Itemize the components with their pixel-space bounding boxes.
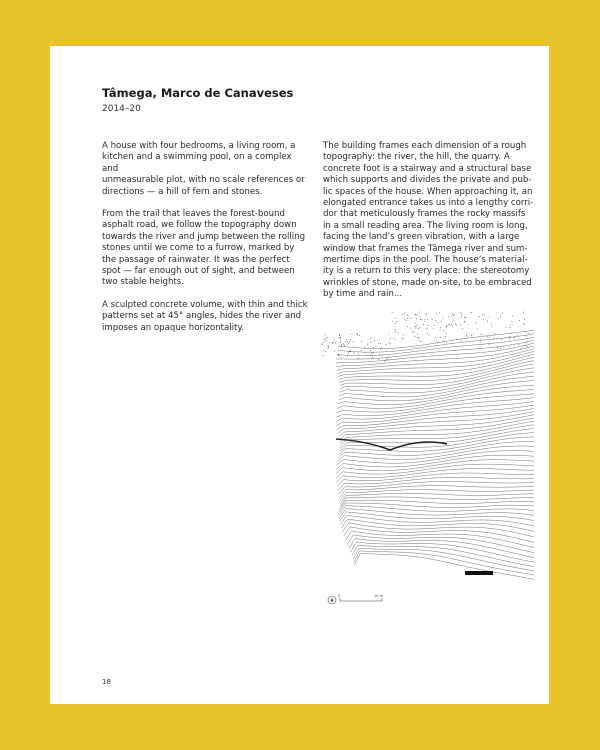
vegetation-dot [340,341,341,342]
vegetation-dot [466,335,467,336]
contour-line [340,509,535,518]
paragraph: A house with four bedrooms, a living room, a kitchen and a swimming pool, on a complex and unmeasurable plot, with no scale references or directions — a hill of fern and stones. [102,141,305,197]
vegetation-dot [344,345,345,346]
vegetation-dot [427,319,428,320]
vegetation-dot [395,318,396,319]
vegetation-dot [510,324,511,325]
vegetation-dot [323,342,324,343]
vegetation-dot [322,355,323,356]
north-arrow [328,596,336,604]
vegetation-dot [519,320,520,321]
vegetation-dot [384,361,385,362]
vegetation-dot [339,335,340,336]
vegetation-dot [504,347,505,348]
vegetation-dot [487,336,488,337]
vegetation-dot [325,334,326,335]
vegetation-dot [359,335,360,336]
contour-line [339,376,534,397]
vegetation-dot [353,342,354,343]
vegetation-dot [349,341,350,342]
vegetation-dot [367,344,368,345]
vegetation-dot [491,324,492,325]
vegetation-dot [404,312,405,313]
vegetation-dot [421,341,422,342]
project-title: Tâmega, Marco de Canaveses [102,86,294,100]
vegetation-dot [427,333,428,334]
contour-line [337,451,534,466]
vegetation-dot [390,343,391,344]
vegetation-dot [375,346,376,347]
vegetation-dot [460,324,461,325]
vegetation-dot [385,344,386,345]
scale-start-label: 0 [338,594,341,598]
vegetation-dot [482,314,483,315]
vegetation-dot [477,328,478,329]
vegetation-dot [392,321,393,322]
vegetation-dot [322,344,323,345]
contour-line [338,385,534,405]
vegetation-dot [424,319,425,320]
vegetation-dot [388,334,389,335]
scale-bar [338,594,384,601]
vegetation-dot [328,345,329,346]
vegetation-dot [526,342,527,343]
vegetation-dot [509,338,510,339]
vegetation-dot [326,340,327,341]
contour-line [336,394,534,413]
vegetation-dot [324,339,325,340]
vegetation-dot [440,327,441,328]
contour-line [345,531,534,548]
contour-line [338,477,534,490]
contour-line [339,486,534,498]
vegetation-dot [392,312,393,313]
vegetation-dot [322,343,323,344]
vegetation-dot [483,319,484,320]
vegetation-dot [446,333,447,334]
vegetation-dot [523,323,524,324]
vegetation-dot [452,326,453,327]
vegetation-dot [364,347,365,348]
furrow-line [336,439,447,450]
vegetation-dot [464,317,465,318]
vegetation-dot [518,344,519,345]
vegetation-dot [372,352,373,353]
vegetation-dot [415,336,416,337]
vegetation-dot [361,350,362,351]
book-page [50,46,549,704]
contour-line [337,473,534,486]
vegetation-dot [454,320,455,321]
vegetation-dots [322,312,529,362]
vegetation-dot [434,341,435,342]
vegetation-dot [416,326,417,327]
vegetation-dot [419,327,420,328]
contour-line [336,469,534,483]
vegetation-dot [417,337,418,338]
vegetation-dot [348,343,349,344]
text-column-right [323,141,535,312]
vegetation-dot [327,337,328,338]
vegetation-dot [527,346,528,347]
contour-line [337,390,534,409]
vegetation-dot [380,343,381,344]
vegetation-dot [410,328,411,329]
vegetation-dot [427,328,428,329]
vegetation-dot [406,320,407,321]
vegetation-dot [332,343,333,344]
vegetation-dot [420,319,421,320]
vegetation-dot [418,337,419,338]
vegetation-dot [451,324,452,325]
contour-line [352,545,534,566]
vegetation-dot [420,316,421,317]
building-mark [465,571,493,575]
vegetation-dot [347,344,348,345]
vegetation-dot [479,316,480,317]
vegetation-dot [407,326,408,327]
vegetation-dot [402,314,403,315]
contour-line [339,418,534,440]
vegetation-dot [428,325,429,326]
vegetation-dot [412,332,413,333]
contour-line [336,455,534,469]
topographic-drawing [272,308,534,614]
vegetation-dot [350,334,351,335]
vegetation-dot [328,347,329,348]
vegetation-dot [419,337,420,338]
vegetation-dot [339,337,340,338]
vegetation-dot [418,328,419,329]
vegetation-dot [395,329,396,330]
vegetation-dot [464,321,465,322]
vegetation-dot [340,337,341,338]
vegetation-dot [446,326,447,327]
vegetation-dot [357,334,358,335]
vegetation-dot [426,329,427,330]
vegetation-dot [454,314,455,315]
vegetation-dot [524,319,525,320]
contour-line [340,512,534,521]
vegetation-dot [339,334,340,335]
vegetation-dot [388,359,389,360]
vegetation-dot [415,314,416,315]
vegetation-dot [528,333,529,334]
vegetation-dot [404,319,405,320]
vegetation-dot [395,323,396,324]
vegetation-dot [379,354,380,355]
paragraph: From the trail that leaves the forest-bound asphalt road, we follow the topography down towards the river and jump between the rolling stones until we come to a furrow, marked by the passage of rainwater. It was the perfect spot — far enough out of sight, and between two stable heights. [102,209,306,288]
vegetation-dot [390,338,391,339]
project-years: 2014–20 [102,104,141,114]
vegetation-dot [439,312,440,313]
vegetation-dot [395,339,396,340]
contour-line [351,542,535,562]
vegetation-dot [426,313,427,314]
vegetation-dot [380,349,381,350]
contour-line [336,402,534,422]
vegetation-dot [523,312,524,313]
vegetation-dot [429,335,430,336]
vegetation-dot [512,315,513,316]
contour-line [340,515,534,526]
contour-line [340,368,534,389]
vegetation-dot [373,347,374,348]
vegetation-dot [524,324,525,325]
vegetation-dot [438,322,439,323]
vegetation-dot [465,317,466,318]
vegetation-dot [442,340,443,341]
vegetation-dot [393,337,394,338]
vegetation-dot [325,351,326,352]
vegetation-dot [500,317,501,318]
vegetation-dot [343,344,344,345]
vegetation-dot [475,323,476,324]
contour-line [344,527,534,543]
vegetation-dot [451,315,452,316]
vegetation-dot [417,333,418,334]
vegetation-dot [374,340,375,341]
vegetation-dot [440,329,441,330]
vegetation-dot [447,325,448,326]
vegetation-dot [466,333,467,334]
vegetation-dot [334,351,335,352]
vegetation-dot [328,346,329,347]
vegetation-dot [370,350,371,351]
vegetation-dot [397,332,398,333]
vegetation-dot [378,343,379,344]
vegetation-dot [455,324,456,325]
vegetation-dot [340,342,341,343]
vegetation-dot [357,334,358,335]
contour-line [339,482,534,495]
vegetation-dot [449,324,450,325]
vegetation-dot [461,314,462,315]
vegetation-dot [354,353,355,354]
vegetation-dot [446,327,447,328]
scale-end-label: 10 m [374,594,383,598]
vegetation-dot [341,345,342,346]
vegetation-dot [419,312,420,313]
vegetation-dot [410,318,411,319]
vegetation-dot [505,327,506,328]
vegetation-dot [381,347,382,348]
vegetation-dot [415,323,416,324]
vegetation-dot [386,358,387,359]
vegetation-dot [335,342,336,343]
vegetation-dot [441,321,442,322]
vegetation-dot [332,342,333,343]
vegetation-dot [467,336,468,337]
vegetation-dot [348,353,349,354]
vegetation-dot [510,347,511,348]
vegetation-dot [471,335,472,336]
contour-line [354,551,534,575]
vegetation-dot [347,341,348,342]
vegetation-dot [341,344,342,345]
vegetation-dot [419,340,420,341]
vegetation-dot [396,321,397,322]
vegetation-dot [370,338,371,339]
contour-line [340,421,534,442]
vegetation-dot [402,338,403,339]
vegetation-dot [460,312,461,313]
vegetation-dot [512,321,513,322]
vegetation-dot [517,335,518,336]
vegetation-dot [435,320,436,321]
vegetation-dot [388,356,389,357]
vegetation-dot [378,359,379,360]
vegetation-dot [334,339,335,340]
vegetation-dot [489,337,490,338]
vegetation-dot [481,339,482,340]
vegetation-dot [413,331,414,332]
contour-line [339,503,534,512]
vegetation-dot [395,331,396,332]
vegetation-dot [414,326,415,327]
vegetation-dot [452,314,453,315]
vegetation-dot [358,353,359,354]
vegetation-dot [448,316,449,317]
vegetation-dot [462,340,463,341]
vegetation-dot [435,337,436,338]
vegetation-dot [461,317,462,318]
vegetation-dot [498,318,499,319]
page-number: 18 [102,678,111,686]
vegetation-dot [509,336,510,337]
vegetation-dot [509,327,510,328]
vegetation-dot [345,341,346,342]
contour-line [340,500,535,509]
vegetation-dot [446,342,447,343]
contour-line [339,437,534,455]
vegetation-dot [403,334,404,335]
vegetation-dot [416,318,417,319]
vegetation-dot [502,313,503,314]
vegetation-dot [494,334,495,335]
vegetation-dot [440,337,441,338]
vegetation-dot [514,337,515,338]
vegetation-dot [433,328,434,329]
vegetation-dot [482,334,483,335]
vegetation-dot [432,319,433,320]
vegetation-dot [453,315,454,316]
vegetation-dot [323,350,324,351]
vegetation-dot [443,330,444,331]
vegetation-dot [474,333,475,334]
vegetation-dot [462,328,463,329]
vegetation-dot [480,342,481,343]
vegetation-dot [449,324,450,325]
paragraph: A sculpted concrete volume, with thin and thick patterns set at 45° angles, hides the river and imposes an opaque horizontality. [102,299,308,333]
vegetation-dot [372,357,373,358]
vegetation-dot [423,324,424,325]
vegetation-dot [436,340,437,341]
vegetation-dot [350,339,351,340]
vegetation-dot [497,347,498,348]
vegetation-dot [371,353,372,354]
vegetation-dot [340,338,341,339]
paragraph: The building frames each dimension of a rough topography: the river, the hill, the quarry. A concrete foot is a stairway and a structural base which supports and divides the private and pub- lic spaces of the house. When approaching it, an elongated entrance takes us into a lengthy corri- dor that meticulously frames the rocky massifs in a small reading area. The living room is long, facing the land’s green vibration, with a large window that frames the Tâmega river and sum- mertime dips in the pool. The house’s material- ity is a return to this very place: the stereotomy wrinkles of stone, made on-site, to be embraced by time and rain... [323,141,534,300]
vegetation-dot [442,318,443,319]
contour-line [336,343,534,363]
contour-line [340,490,534,501]
vegetation-dot [445,336,446,337]
vegetation-dot [346,339,347,340]
vegetation-dot [407,315,408,316]
vegetation-dot [403,338,404,339]
vegetation-dot [378,340,379,341]
contour-line [341,519,534,531]
vegetation-dot [426,314,427,315]
vegetation-dot [370,341,371,342]
vegetation-dot [325,338,326,339]
vegetation-dot [417,325,418,326]
vegetation-dot [361,341,362,342]
vegetation-dot [487,321,488,322]
vegetation-dot [415,328,416,329]
vegetation-dot [484,314,485,315]
vegetation-dot [500,315,501,316]
vegetation-dot [329,342,330,343]
vegetation-dot [385,359,386,360]
contour-lines [336,330,534,579]
vegetation-dot [358,358,359,359]
vegetation-dot [407,318,408,319]
vegetation-dot [421,319,422,320]
vegetation-dot [488,344,489,345]
vegetation-dot [480,334,481,335]
vegetation-dot [417,314,418,315]
vegetation-dot [489,316,490,317]
vegetation-dot [501,339,502,340]
vegetation-dot [343,343,344,344]
vegetation-dot [492,326,493,327]
contour-line [340,372,534,393]
vegetation-dot [388,342,389,343]
vegetation-dot [436,313,437,314]
vegetation-dot [434,325,435,326]
vegetation-dot [341,357,342,358]
vegetation-dot [338,355,339,356]
vegetation-dot [471,312,472,313]
vegetation-dot [424,321,425,322]
vegetation-dot [500,348,501,349]
contour-line [340,361,535,383]
vegetation-dot [456,325,457,326]
